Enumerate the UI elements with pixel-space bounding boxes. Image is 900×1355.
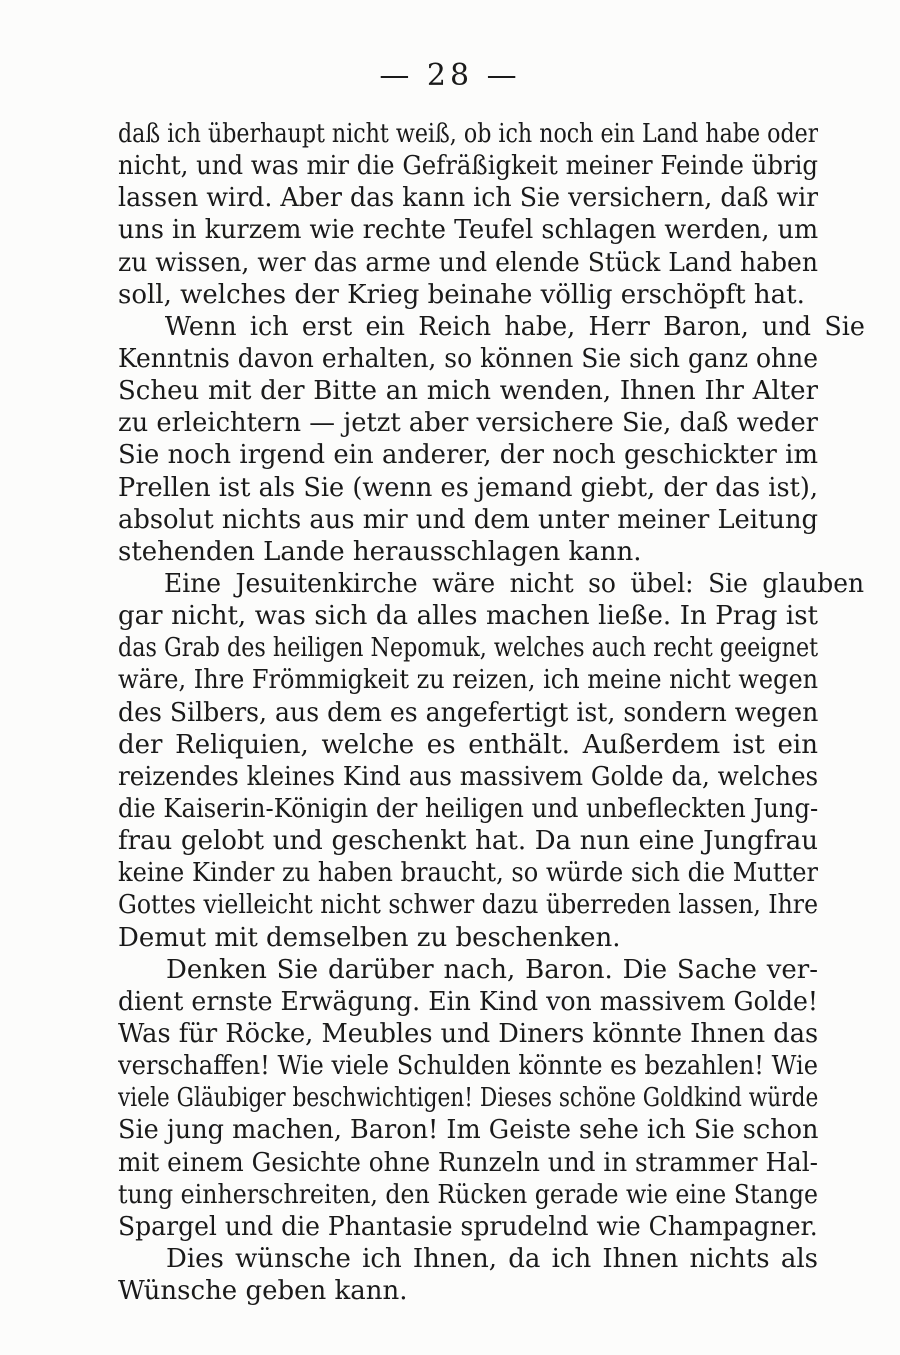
text-line: dient ernste Erwägung. Ein Kind von massivem Golde! [118,986,818,1017]
text-line: Scheu mit der Bitte an mich wenden, Ihnen Ihr Alter [118,376,818,407]
text-line: zu wissen, wer das arme und elende Stück Land haben [118,247,818,278]
text-line: Denken Sie darüber nach, Baron. Die Sache ver- [166,954,818,985]
text-line: soll, welches der Krieg beinahe völlig erschöpft hat. [118,279,805,310]
text-line: Kenntnis davon erhalten, so können Sie sich ganz ohne [118,343,818,374]
text-line: des Silbers, aus dem es angefertigt ist, sondern wegen [118,697,818,728]
text-line: verschaffen! Wie viele Schulden könnte es bezahlen! Wie [118,1051,818,1082]
text-line: absolut nichts aus mir und dem unter meiner Leitung [118,504,818,535]
text-line: Dies wünsche ich Ihnen, da ich Ihnen nichts als [166,1243,818,1274]
text-line: der Reliquien, welche es enthält. Außerdem ist ein [118,729,818,760]
text-line: Wünsche geben kann. [118,1276,408,1307]
text-line: frau gelobt und geschenkt hat. Da nun eine Jungfrau [118,826,818,857]
text-line: Gottes vielleicht nicht schwer dazu überreden lassen, Ihre [118,890,818,921]
text-line: zu erleichtern — jetzt aber versichere Sie, daß weder [118,408,818,439]
text-line: Demut mit demselben zu beschenken. [118,922,621,953]
text-line: uns in kurzem wie rechte Teufel schlagen werden, um [118,215,818,246]
text-line: Wenn ich erst ein Reich habe, Herr Baron, und Sie [164,311,865,342]
text-line: Sie jung machen, Baron! Im Geiste sehe ich Sie schon [118,1115,818,1146]
text-line: wäre, Ihre Frömmigkeit zu reizen, ich meine nicht wegen [118,665,818,696]
text-line: tung einherschreiten, den Rücken gerade wie eine Stange [118,1179,818,1210]
text-line: Sie noch irgend ein anderer, der noch geschickter im [118,440,818,471]
text-line: mit einem Gesichte ohne Runzeln und in strammer Hal- [118,1147,818,1178]
text-line: gar nicht, was sich da alles machen ließe. In Prag ist [118,601,818,632]
text-line: Spargel und die Phantasie sprudelnd wie Champagner. [118,1211,818,1242]
body-text [118,118,865,1307]
page-number-header: — 28 — [379,58,521,93]
text-line: reizendes kleines Kind aus massivem Golde da, welches [118,761,818,792]
text-line: Eine Jesuitenkirche wäre nicht so übel: Sie glauben [164,568,865,599]
text-line: lassen wird. Aber das kann ich Sie versichern, daß wir [118,183,818,214]
text-line: keine Kinder zu haben braucht, so würde sich die Mutter [118,858,818,889]
text-line: viele Gläubiger beschwichtigen! Dieses schöne Goldkind würde [118,1083,818,1114]
text-line: das Grab des heiligen Nepomuk, welches auch recht geeignet [118,633,818,664]
text-line: nicht, und was mir die Gefräßigkeit meiner Feinde übrig [118,151,818,182]
text-line: die Kaiserin-Königin der heiligen und unbefleckten Jung- [118,793,818,824]
text-line: daß ich überhaupt nicht weiß, ob ich noch ein Land habe oder [118,119,818,149]
text-line: stehenden Lande herausschlagen kann. [118,536,642,567]
text-line: Prellen ist als Sie (wenn es jemand giebt, der das ist), [118,472,818,503]
text-line: Was für Röcke, Meubles und Diners könnte Ihnen das [118,1018,818,1049]
